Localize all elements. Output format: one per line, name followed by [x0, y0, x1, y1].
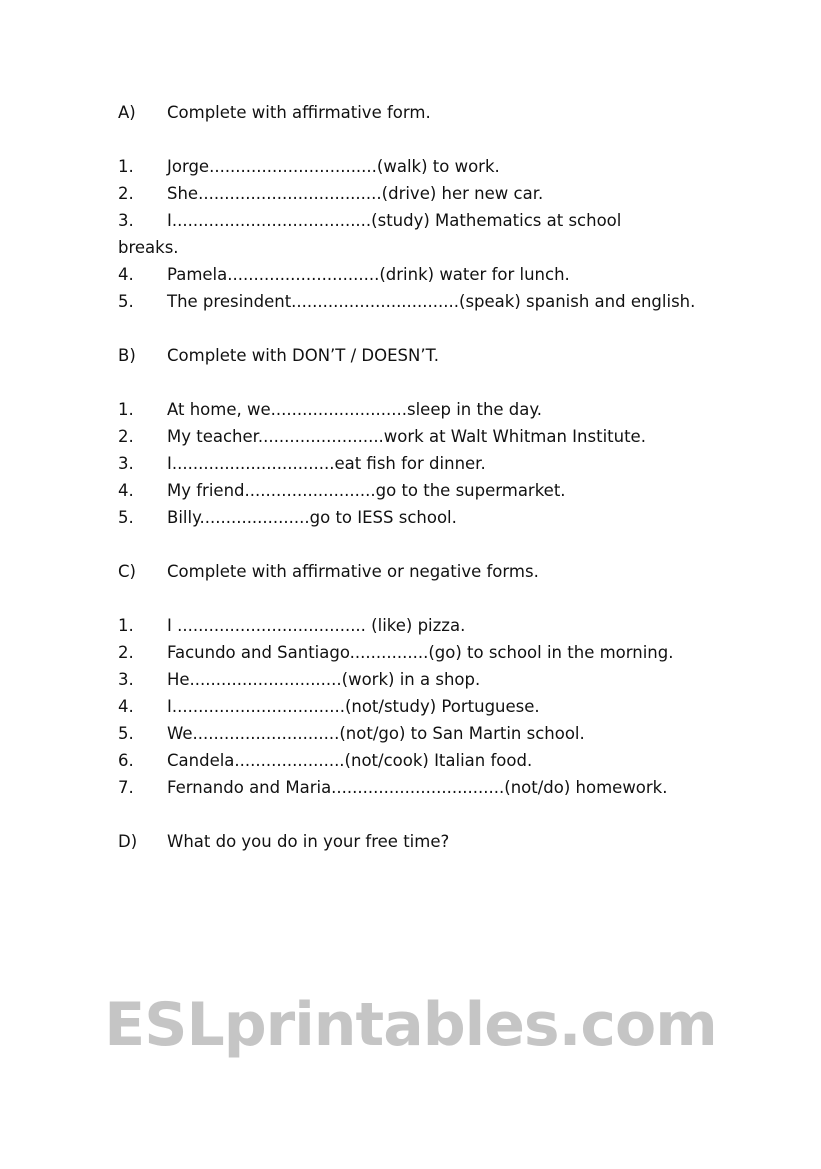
exercise-item — [118, 423, 758, 450]
section-label: C) — [118, 562, 136, 581]
item-text: Facundo and Santiago...............(go) to school in the morning. — [167, 643, 674, 662]
section-label: D) — [118, 832, 138, 851]
item-number: 3. — [118, 454, 134, 473]
item-text: At home, we..........................sleep in the day. — [167, 400, 543, 419]
exercise-item — [118, 504, 758, 531]
spacer — [118, 126, 758, 153]
section-heading — [118, 558, 758, 585]
watermark: ESLprintables.com — [104, 990, 717, 1060]
exercise-item — [118, 639, 758, 666]
item-number: 5. — [118, 508, 134, 527]
item-text: My friend.........................go to the supermarket. — [167, 481, 566, 500]
item-text: I......................................(study) Mathematics at school — [167, 211, 622, 230]
exercise-item — [118, 774, 758, 801]
item-text: We............................(not/go) to San Martin school. — [167, 724, 585, 743]
section-title: Complete with DON’T / DOESN’T. — [167, 346, 439, 365]
item-text: I.................................(not/study) Portuguese. — [167, 697, 540, 716]
exercise-item — [118, 747, 758, 774]
exercise-item — [118, 153, 758, 180]
item-text: Candela.....................(not/cook) Italian food. — [167, 751, 533, 770]
exercise-item — [118, 693, 758, 720]
exercise-item — [118, 612, 758, 639]
item-text: Pamela.............................(drink) water for lunch. — [167, 265, 570, 284]
spacer — [118, 369, 758, 396]
spacer — [118, 801, 758, 828]
item-number: 4. — [118, 481, 134, 500]
spacer — [118, 531, 758, 558]
item-text: He.............................(work) in a shop. — [167, 670, 481, 689]
worksheet — [118, 99, 758, 855]
item-number: 2. — [118, 427, 134, 446]
section-title: Complete with affirmative form. — [167, 103, 431, 122]
exercise-item — [118, 261, 758, 288]
item-number: 2. — [118, 643, 134, 662]
item-number: 6. — [118, 751, 134, 770]
item-text: Fernando and Maria.................................(not/do) homework. — [167, 778, 668, 797]
item-number: 4. — [118, 697, 134, 716]
item-text: I .................................... (like) pizza. — [167, 616, 466, 635]
section-label: A) — [118, 103, 136, 122]
exercise-item — [118, 477, 758, 504]
item-text: The presindent................................(speak) spanish and english. — [167, 292, 696, 311]
spacer — [118, 585, 758, 612]
exercise-item — [118, 207, 758, 234]
item-number: 1. — [118, 400, 134, 419]
exercise-item — [118, 288, 758, 315]
exercise-item — [118, 666, 758, 693]
exercise-item — [118, 180, 758, 207]
item-text: I...............................eat fish for dinner. — [167, 454, 486, 473]
item-number: 2. — [118, 184, 134, 203]
item-continuation — [118, 234, 758, 261]
item-text: My teacher........................work at Walt Whitman Institute. — [167, 427, 646, 446]
item-text: She...................................(drive) her new car. — [167, 184, 544, 203]
item-continuation-text: breaks. — [118, 238, 179, 257]
section-title: What do you do in your free time? — [167, 832, 450, 851]
section-heading — [118, 99, 758, 126]
exercise-item — [118, 720, 758, 747]
item-text: Billy.....................go to IESS school. — [167, 508, 457, 527]
item-number: 4. — [118, 265, 134, 284]
item-number: 1. — [118, 157, 134, 176]
item-number: 5. — [118, 292, 134, 311]
item-number: 5. — [118, 724, 134, 743]
item-number: 7. — [118, 778, 134, 797]
section-title: Complete with affirmative or negative forms. — [167, 562, 539, 581]
item-number: 3. — [118, 670, 134, 689]
section-label: B) — [118, 346, 136, 365]
section-heading — [118, 828, 758, 855]
item-number: 1. — [118, 616, 134, 635]
item-text: Jorge................................(walk) to work. — [167, 157, 500, 176]
exercise-item — [118, 450, 758, 477]
item-number: 3. — [118, 211, 134, 230]
spacer — [118, 315, 758, 342]
exercise-item — [118, 396, 758, 423]
section-heading — [118, 342, 758, 369]
